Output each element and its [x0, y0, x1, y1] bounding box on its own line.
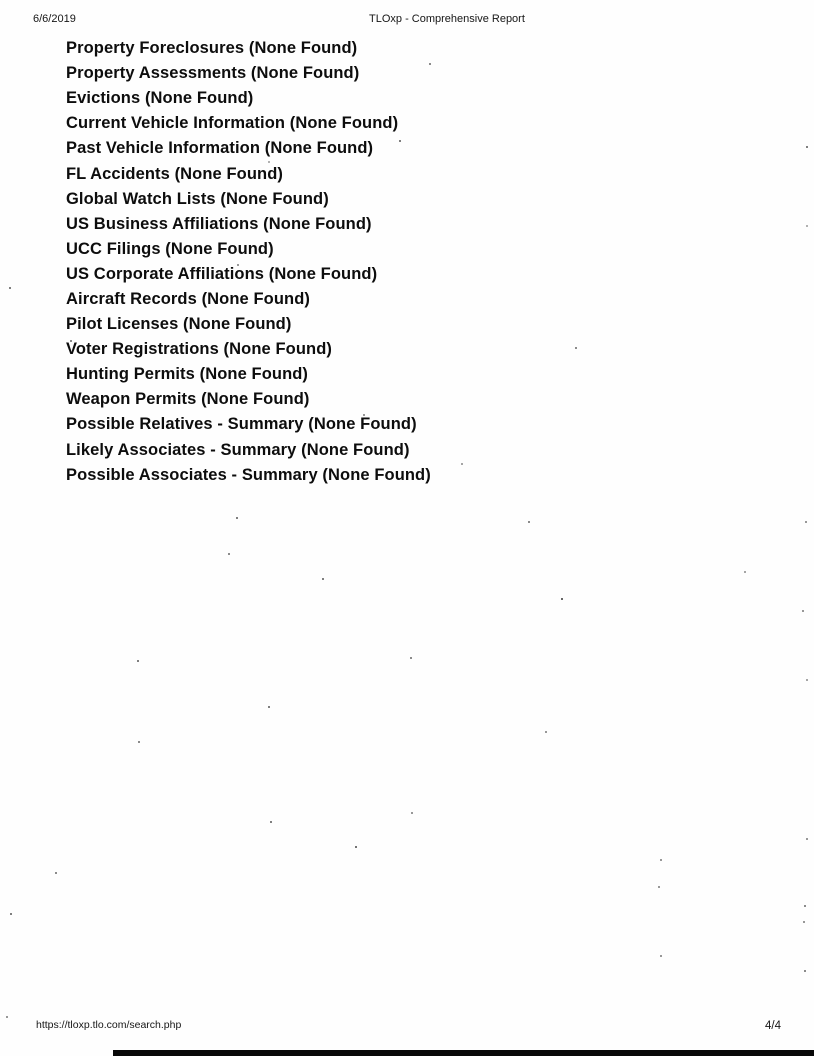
report-section-heading: UCC Filings (None Found) [66, 239, 274, 258]
print-footer-url: https://tloxp.tlo.com/search.php [36, 1019, 182, 1031]
report-section-heading: US Business Affiliations (None Found) [66, 214, 372, 233]
scanner-edge-bar [113, 1050, 814, 1056]
report-section-heading: Hunting Permits (None Found) [66, 365, 309, 384]
report-section-heading: Possible Associates - Summary (None Found) [66, 465, 431, 484]
report-section-heading: Global Watch Lists (None Found) [66, 189, 329, 208]
report-section-heading: Property Foreclosures (None Found) [66, 39, 358, 58]
report-sections-list [66, 36, 794, 488]
report-section-heading: Weapon Permits (None Found) [66, 390, 310, 409]
report-section-heading: Likely Associates - Summary (None Found) [66, 440, 410, 459]
report-section-heading: Pilot Licenses (None Found) [66, 315, 292, 334]
report-section-heading: Possible Relatives - Summary (None Found) [66, 415, 417, 434]
print-footer-page-number: 4/4 [765, 1020, 781, 1032]
report-section-heading: Aircraft Records (None Found) [66, 289, 310, 308]
print-header-date: 6/6/2019 [33, 13, 76, 25]
report-section-heading: Property Assessments (None Found) [66, 64, 360, 83]
report-section-heading: Current Vehicle Information (None Found) [66, 114, 399, 133]
report-section-heading: FL Accidents (None Found) [66, 164, 283, 183]
report-section-heading: Evictions (None Found) [66, 89, 254, 108]
scan-noise-specks [0, 0, 2, 2]
report-section-heading: US Corporate Affiliations (None Found) [66, 264, 378, 283]
report-section-heading: Voter Registrations (None Found) [66, 340, 332, 359]
print-header-title: TLOxp - Comprehensive Report [369, 13, 525, 25]
report-section-heading: Past Vehicle Information (None Found) [66, 139, 374, 158]
